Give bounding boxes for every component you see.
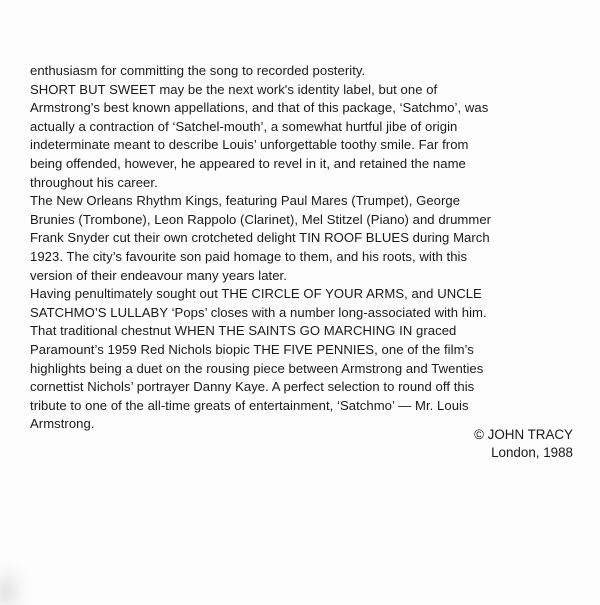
text-line: throughout his career. (30, 174, 158, 190)
text-line: Paramount’s 1959 Red Nichols biopic THE FIVE PENNIES, one of the film’s (30, 341, 474, 357)
liner-notes-body (30, 62, 582, 434)
paper-smudge (0, 560, 30, 605)
text-line: The New Orleans Rhythm Kings, featuring Paul Mares (Trumpet), George (30, 193, 461, 209)
text-line: being offended, however, he appeared to revel in it, and retained the name (30, 155, 466, 171)
text-line: Frank Snyder cut their own crotcheted delight TIN ROOF BLUES during March (30, 230, 490, 246)
text-line: cornettist Nichols’ portrayer Danny Kaye. A perfect selection to round off this (30, 379, 475, 395)
text-line: Armstrong's best known appellations, and that of this package, ‘Satchmo’, was (30, 100, 489, 116)
author-name: © JOHN TRACY (474, 427, 573, 442)
text-line: version of their endeavour many years later. (30, 267, 287, 283)
text-line: SHORT BUT SWEET may be the next work's identity label, but one of (30, 81, 438, 97)
place-date: London, 1988 (491, 445, 573, 461)
text-line: Brunies (Trombone), Leon Rappolo (Clarinet), Mel Stitzel (Piano) and drummer (30, 211, 492, 227)
text-line: enthusiasm for committing the song to recorded posterity. (30, 63, 366, 78)
text-line: Having penultimately sought out THE CIRCLE OF YOUR ARMS, and UNCLE (30, 286, 482, 302)
text-line: 1923. The city’s favourite son paid homage to them, and his roots, with this (30, 248, 468, 264)
author-credit (474, 426, 573, 463)
text-line: Armstrong. (30, 416, 95, 432)
text-line: actually a contraction of ‘Satchel-mouth’, a somewhat hurtful jibe of origin (30, 118, 458, 134)
text-line: indeterminate meant to describe Louis’ unforgettable toothy smile. Far from (30, 137, 469, 153)
text-line: That traditional chestnut WHEN THE SAINTS GO MARCHING IN graced (30, 323, 457, 339)
text-line: SATCHMO’S LULLABY ‘Pops’ closes with a number long-associated with him. (30, 304, 487, 320)
text-line: tribute to one of the all-time greats of entertainment, ‘Satchmo’ — Mr. Louis (30, 397, 469, 413)
text-line: highlights being a duet on the rousing piece between Armstrong and Twenties (30, 360, 484, 376)
